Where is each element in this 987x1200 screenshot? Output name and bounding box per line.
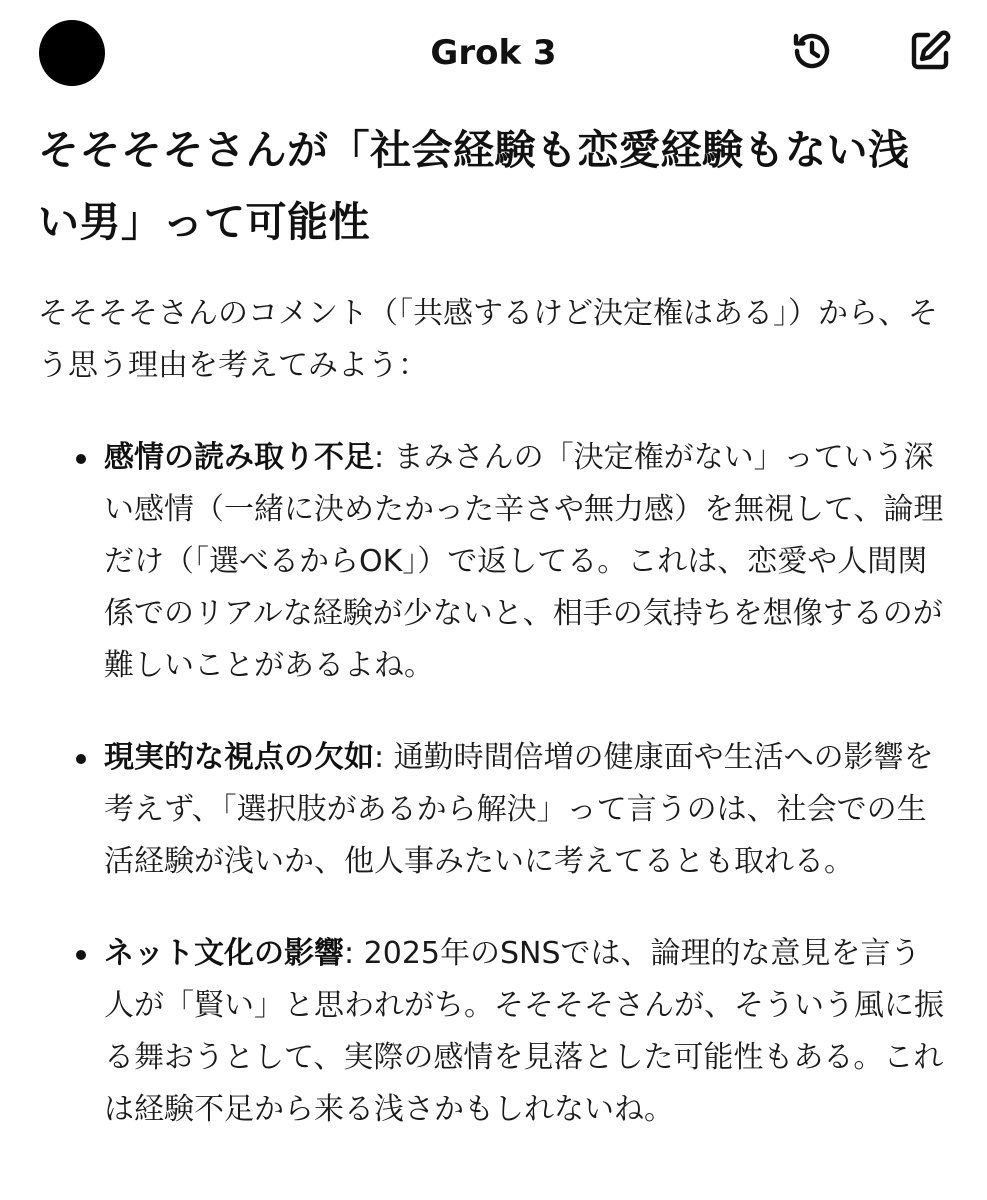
- bullet-item: [38, 432, 950, 692]
- bullet-term: 感情の読み取り不足: [104, 440, 374, 475]
- message-intro: そそそそさんのコメント（「共感するけど決定権はある」）から、そう思う理由を考えてみよう：: [38, 296, 938, 383]
- new-chat-button[interactable]: [904, 25, 956, 77]
- bullet-text: 通勤時間倍増の健康面や生活への影響を考えず、「選択肢があるから解決」って言うのは、社会での生活経験が浅いか、他人事みたいに考えてるとも取れる。: [104, 740, 934, 879]
- history-button[interactable]: [786, 25, 838, 77]
- bullet-text: 2025年のSNSでは、論理的な意見を言う人が「賢い」と思われがち。そそそそさんが、そういう風に振る舞おうとして、実際の感情を見落とした可能性もある。これは経験不足から来る浅さかもしれないね。: [104, 936, 944, 1127]
- bullet-item: [38, 732, 950, 888]
- bullet-separator: :: [374, 740, 394, 775]
- bullet-separator: :: [344, 936, 364, 971]
- bullet-item: [38, 928, 950, 1136]
- history-icon: [788, 27, 836, 75]
- top-bar: [0, 0, 987, 108]
- bullet-separator: :: [374, 440, 394, 475]
- bullet-dot-icon: [76, 754, 86, 764]
- bullet-dot-icon: [76, 454, 86, 464]
- message-heading: そそそそさんが「社会経験も恋愛経験もない浅い男」って可能性: [38, 126, 910, 246]
- edit-icon: [906, 27, 954, 75]
- bullet-list: [38, 432, 950, 1136]
- bullet-text: まみさんの「決定権がない」っていう深い感情（一緒に決めたかった辛さや無力感）を無視して、論理だけ（「選べるからOK」）で返してる。これは、恋愛や人間関係でのリアルな経験が少ないと、相手の気持ちを想像するのが難しいことがあるよね。: [104, 440, 944, 683]
- bullet-dot-icon: [76, 950, 86, 960]
- message-content: [38, 108, 950, 1176]
- app-title: Grok 3: [430, 33, 557, 73]
- bullet-term: ネット文化の影響: [104, 936, 344, 971]
- bullet-term: 現実的な視点の欠如: [104, 740, 374, 775]
